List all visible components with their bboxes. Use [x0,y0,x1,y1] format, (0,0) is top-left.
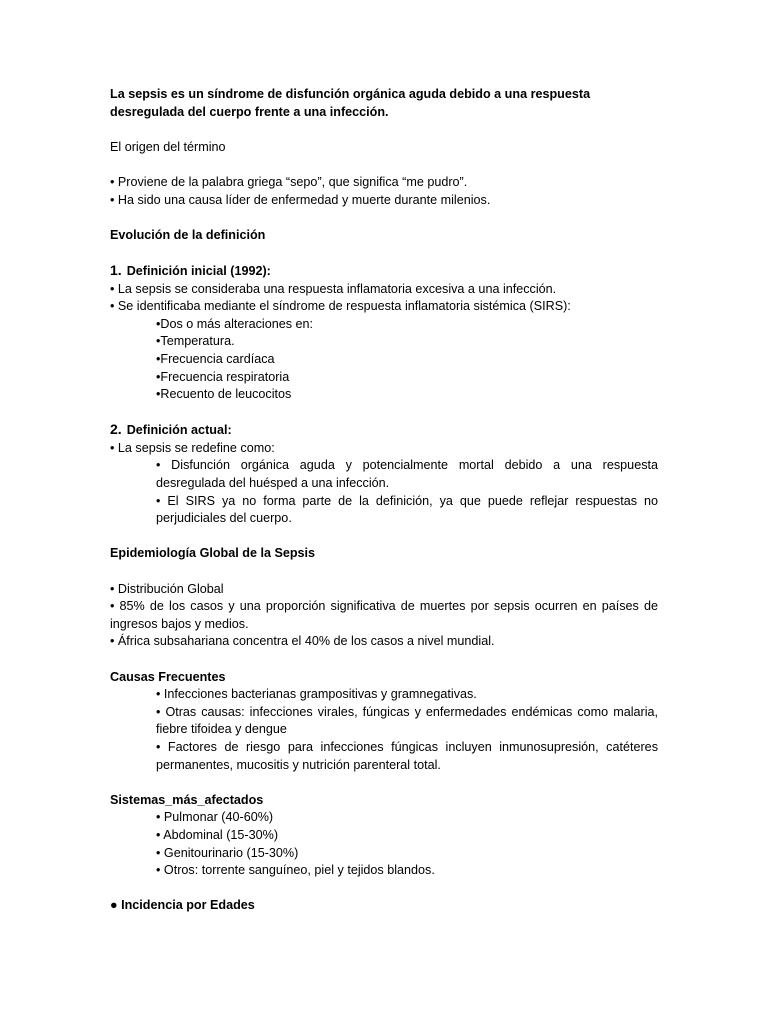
current-item: • La sepsis se redefine como: [110,440,275,455]
causes-heading: Causas Frecuentes [110,669,226,684]
initial-definition-heading [110,262,658,281]
current-subitem: • Disfunción orgánica aguda y potencialmente mortal debido a una respuesta desregulada del huésped a una infección. [156,458,658,491]
incidence-heading: ● Incidencia por Edades [110,898,255,913]
systems-heading: Sistemas_más_afectados [110,792,264,807]
epidemiology-item: • 85% de los casos y una proporción significativa de muertes por sepsis ocurren en países de ingresos bajos y medios. [110,599,658,631]
current-definition-title: Definición actual: [126,423,232,438]
systems-item: • Otros: torrente sanguíneo, piel y tejidos blandos. [156,863,435,878]
systems-item: • Abdominal (15-30%) [156,827,279,842]
current-subitem: • El SIRS ya no forma parte de la definición, ya que puede reflejar respuestas no perjudiciales del cuerpo. [156,493,658,526]
epidemiology-item: • Distribución Global [110,581,224,596]
epidemiology-heading: Epidemiología Global de la Sepsis [110,546,316,561]
origin-item: • Ha sido una causa líder de enfermedad y muerte durante milenios. [110,192,491,207]
evolution-heading: Evolución de la definición [110,227,266,242]
initial-subitem: •Dos o más alteraciones en: [156,316,314,331]
initial-subitem: •Frecuencia cardíaca [156,351,275,366]
initial-subitem: •Temperatura. [156,334,235,349]
initial-subitem: •Recuento de leucocitos [156,387,292,402]
causes-item: • Infecciones bacterianas grampositivas y gramnegativas. [156,687,477,702]
causes-item: • Otras causas: infecciones virales, fúngicas y enfermedades endémicas como malaria, fiebre tifoidea y dengue [156,704,658,737]
list-number: 2. [110,421,122,438]
intro-paragraph: La sepsis es un síndrome de disfunción orgánica aguda debido a una respuesta desregulada del cuerpo frente a una infección. [110,87,591,119]
causes-item: • Factores de riesgo para infecciones fúngicas incluyen inmunosupresión, catéteres permanentes, mucositis y nutrición parenteral total. [156,739,658,772]
initial-item: • Se identificaba mediante el síndrome de respuesta inflamatoria sistémica (SIRS): [110,299,571,314]
epidemiology-item: • África subsahariana concentra el 40% de los casos a nivel mundial. [110,634,495,649]
systems-item: • Genitourinario (15-30%) [156,845,299,860]
initial-subitem: •Frecuencia respiratoria [156,369,290,384]
origin-item: • Proviene de la palabra griega “sepo”, que significa “me pudro”. [110,174,468,189]
list-number: 1. [110,261,122,278]
initial-definition-title: Definición inicial (1992): [126,263,271,278]
document-body [110,86,658,915]
initial-item: • La sepsis se consideraba una respuesta inflamatoria excesiva a una infección. [110,281,557,296]
systems-item: • Pulmonar (40-60%) [156,810,274,825]
current-definition-heading [110,421,658,440]
origin-heading: El origen del término [110,139,226,154]
